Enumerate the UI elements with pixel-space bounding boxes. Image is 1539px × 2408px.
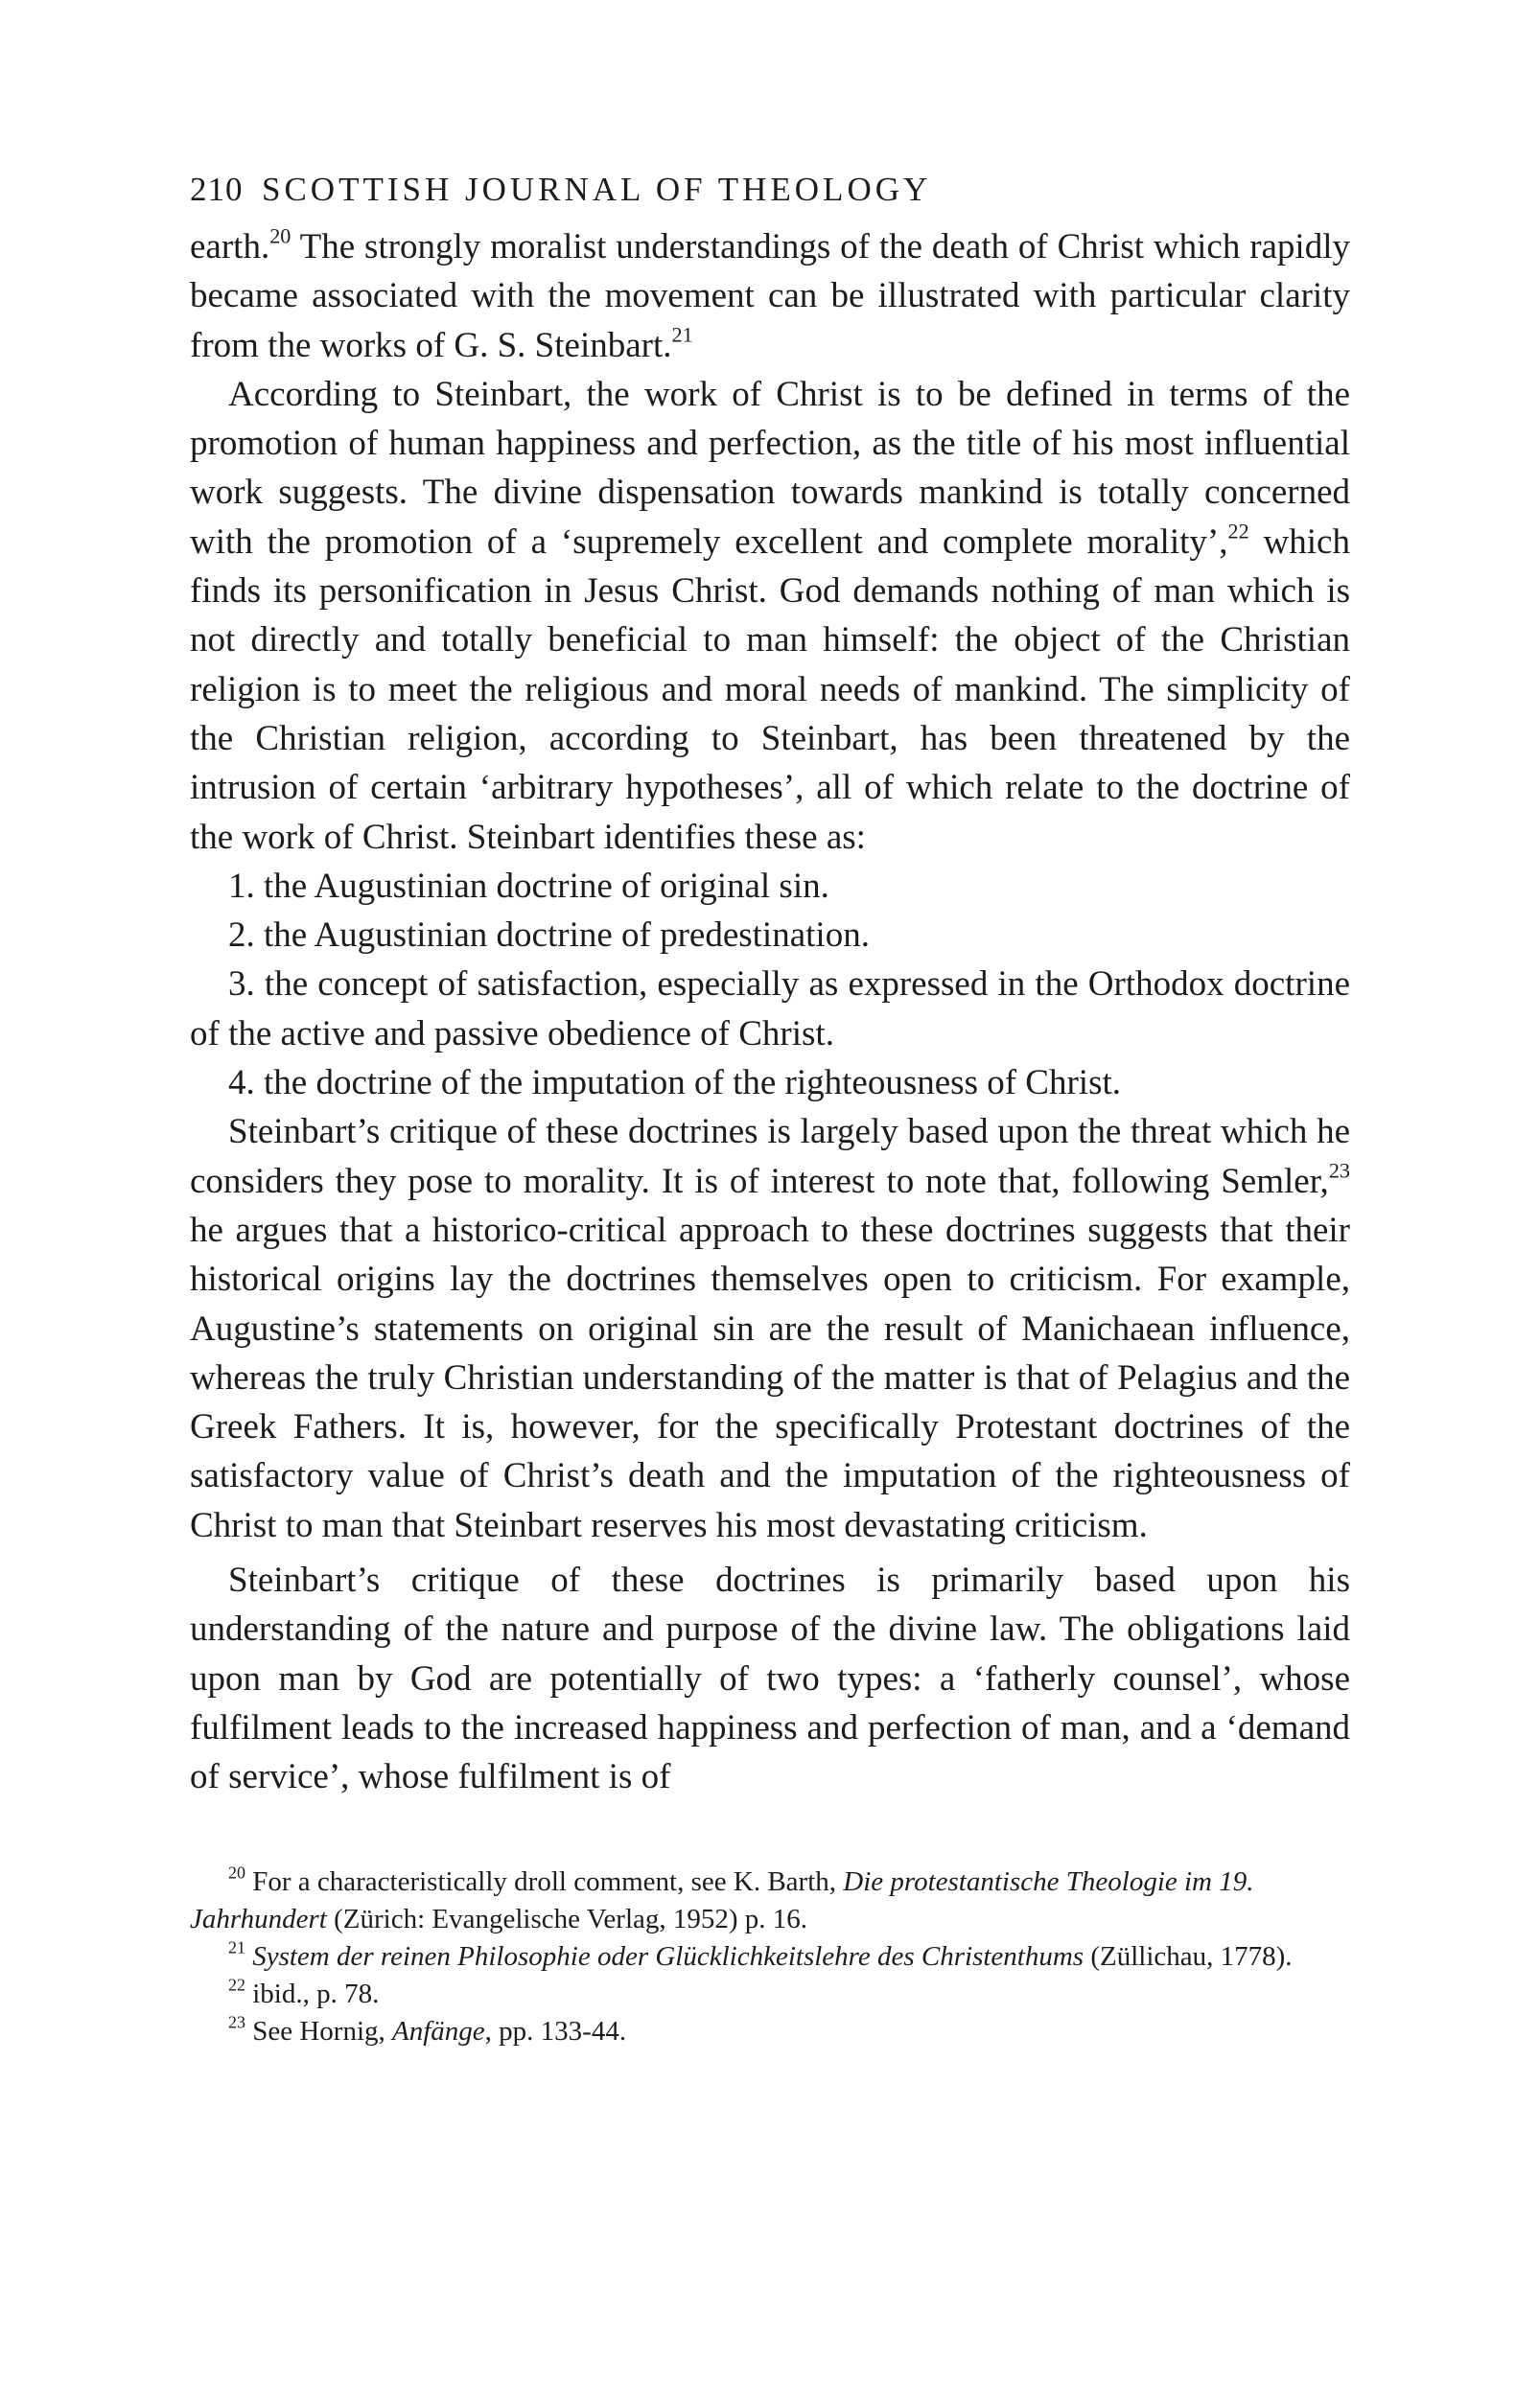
- page: [190, 171, 1350, 2050]
- footnote-ref-23[interactable]: 23: [1328, 1158, 1350, 1183]
- footnote-title: Die protestantische Theologie im 19. Jahrhundert: [190, 1865, 1254, 1934]
- running-head: [190, 171, 1350, 220]
- paragraph-1: earth.$^{20}$ The strongly moralist understandings of the death of Christ which rapidly became associated with the movement can be illustrated with particular clarity from the works of G. S. Steinbart.$^{21}$: [190, 223, 1350, 365]
- footnote-21: $^{21}$ System der reinen Philosophie oder Glücklichkeitslehre des Christenthums (Züllichau, 1778).: [228, 1936, 1293, 1972]
- body-text: [190, 222, 1350, 1802]
- paragraph-4: Steinbart’s critique of these doctrines is primarily based upon his understanding of the nature and purpose of the divine law. The obligations laid upon man by God are potentially of two types: a ‘fatherly counsel’, whose fulfilment leads to the increased happiness and perfection of man, and a ‘demand of service’, whose fulfilment is of: [190, 1561, 1350, 1797]
- footnote-ref-20[interactable]: 20: [269, 223, 291, 248]
- paragraph-3: Steinbart’s critique of these doctrines is largely based upon the threat which he considers they pose to morality. It is of interest to note that, following Semler,$^{23}$ he argues that a historico-critical approach to these doctrines suggests that their historical origins lay the doctrines themselves open to criticism. For example, Augustine’s statements on original sin are the result of Manichaean influence, whereas the truly Christian understanding of the matter is that of Pelagius and the Greek Fathers. It is, however, for the specifically Protestant doctrines of the satisfactory value of Christ’s death and the imputation of the righteousness of Christ to man that Steinbart reserves his most devastating criticism.: [190, 1112, 1350, 1545]
- footnote-23: $^{23}$ See Hornig, Anfänge, pp. 133-44.: [228, 2011, 627, 2047]
- footnote-ref-21[interactable]: 21: [671, 322, 693, 347]
- list-item: 4. the doctrine of the imputation of the righteousness of Christ.: [228, 1063, 1121, 1103]
- footnote-ref-22[interactable]: 22: [1227, 519, 1249, 544]
- list-item: 2. the Augustinian doctrine of predestination.: [228, 915, 870, 956]
- list-item: 3. the concept of satisfaction, especially as expressed in the Orthodox doctrine of the active and passive obedience of Christ.: [190, 964, 1350, 1054]
- list-item: 1. the Augustinian doctrine of original sin.: [228, 866, 829, 906]
- footnote-20: $^{20}$ For a characteristically droll comment, see K. Barth, Die protestantische Theologie im 19. Jahrhundert (Zürich: Evangelische Verlag, 1952) p. 16.: [190, 1862, 1254, 1934]
- journal-title: SCOTTISH JOURNAL OF THEOLOGY: [262, 171, 932, 208]
- footnote-title: Anfänge: [392, 2015, 485, 2047]
- footnotes: [190, 1864, 1350, 2050]
- page-number: 210: [190, 171, 244, 208]
- footnote-22: $^{22}$ ibid., p. 78.: [228, 1974, 380, 2009]
- paragraph-2: According to Steinbart, the work of Christ is to be defined in terms of the promotion of human happiness and perfection, as the title of his most influential work suggests. The divine dispensation towards mankind is totally concerned with the promotion of a ‘supremely excellent and complete morality’,$^{22}$ which finds its personification in Jesus Christ. God demands nothing of man which is not directly and totally beneficial to man himself: the object of the Christian religion is to meet the religious and moral needs of mankind. The simplicity of the Christian religion, according to Steinbart, has been threatened by the intrusion of certain ‘arbitrary hypotheses’, all of which relate to the doctrine of the work of Christ. Steinbart identifies these as:: [190, 374, 1350, 857]
- footnote-title: System der reinen Philosophie oder Glücklichkeitslehre des Christenthums: [245, 1940, 1084, 1972]
